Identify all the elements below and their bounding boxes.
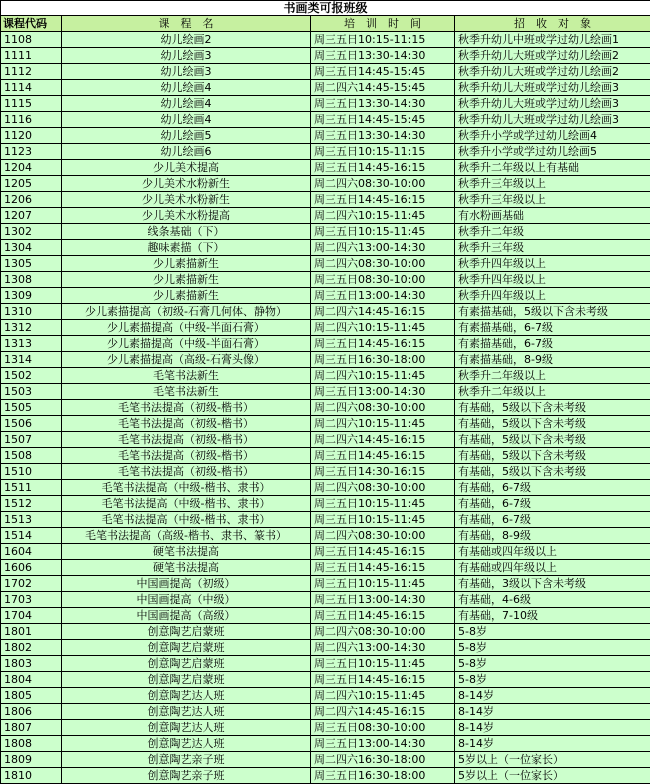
training-time-cell: 周三五日14:45-15:45	[311, 64, 455, 80]
table-row	[1, 624, 650, 640]
course-code-cell: 1507	[1, 432, 62, 448]
table-row	[1, 48, 650, 64]
training-time-cell: 周二四六16:30-18:00	[311, 752, 455, 768]
course-code-cell: 1604	[1, 544, 62, 560]
enrollment-target-cell: 8-14岁	[455, 704, 650, 720]
training-time-cell: 周二四六08:30-10:00	[311, 256, 455, 272]
course-name-cell: 幼儿绘画3	[62, 64, 311, 80]
enrollment-target-cell: 有素描基础，6-7级	[455, 320, 650, 336]
course-code-cell: 1702	[1, 576, 62, 592]
training-time-cell: 周三五日10:15-11:15	[311, 144, 455, 160]
enrollment-target-cell: 秋季升二年级	[455, 224, 650, 240]
course-name-cell: 创意陶艺启蒙班	[62, 656, 311, 672]
table-row	[1, 384, 650, 400]
enrollment-target-cell: 有水粉画基础	[455, 208, 650, 224]
course-code-cell: 1314	[1, 352, 62, 368]
table-row	[1, 400, 650, 416]
course-code-cell: 1512	[1, 496, 62, 512]
enrollment-target-cell: 有基础，5级以下含未考级	[455, 400, 650, 416]
enrollment-target-cell: 秋季升幼儿中班或学过幼儿绘画1	[455, 32, 650, 48]
enrollment-target-cell: 有基础，4-6级	[455, 592, 650, 608]
course-code-cell: 1310	[1, 304, 62, 320]
course-code-cell: 1703	[1, 592, 62, 608]
training-time-cell: 周三五日08:30-10:00	[311, 272, 455, 288]
course-code-cell: 1116	[1, 112, 62, 128]
training-time-cell: 周二四六10:15-11:45	[311, 208, 455, 224]
course-code-cell: 1108	[1, 32, 62, 48]
training-time-cell: 周二四六08:30-10:00	[311, 624, 455, 640]
course-code-cell: 1704	[1, 608, 62, 624]
course-code-cell: 1114	[1, 80, 62, 96]
table-row	[1, 720, 650, 736]
table-row	[1, 240, 650, 256]
course-code-cell: 1120	[1, 128, 62, 144]
enrollment-target-cell: 秋季升二年级以上有基础	[455, 160, 650, 176]
enrollment-target-cell: 有基础，8-9级	[455, 528, 650, 544]
course-code-cell: 1502	[1, 368, 62, 384]
course-name-cell: 毛笔书法提高（初级-楷书）	[62, 464, 311, 480]
course-name-cell: 毛笔书法新生	[62, 384, 311, 400]
course-name-cell: 硬笔书法提高	[62, 544, 311, 560]
course-code-cell: 1302	[1, 224, 62, 240]
table-row	[1, 688, 650, 704]
enrollment-target-cell: 5岁以上（一位家长）	[455, 768, 650, 784]
course-name-cell: 硬笔书法提高	[62, 560, 311, 576]
course-name-cell: 少儿素描新生	[62, 256, 311, 272]
training-time-cell: 周三五日14:30-16:15	[311, 464, 455, 480]
course-code-cell: 1805	[1, 688, 62, 704]
course-name-cell: 毛笔书法提高（初级-楷书）	[62, 400, 311, 416]
table-row	[1, 208, 650, 224]
course-name-cell: 创意陶艺启蒙班	[62, 672, 311, 688]
course-name-cell: 中国画提高（高级）	[62, 608, 311, 624]
table-row	[1, 320, 650, 336]
course-code-cell: 1111	[1, 48, 62, 64]
table-row	[1, 736, 650, 752]
table-row	[1, 704, 650, 720]
course-code-cell: 1112	[1, 64, 62, 80]
course-name-cell: 少儿美术水粉提高	[62, 208, 311, 224]
course-code-cell: 1511	[1, 480, 62, 496]
table-row	[1, 96, 650, 112]
course-code-cell: 1809	[1, 752, 62, 768]
table-row	[1, 272, 650, 288]
enrollment-target-cell: 有素描基础，8-9级	[455, 352, 650, 368]
course-code-cell: 1503	[1, 384, 62, 400]
course-name-cell: 幼儿绘画3	[62, 48, 311, 64]
training-time-cell: 周二四六13:00-14:30	[311, 240, 455, 256]
course-name-cell: 幼儿绘画5	[62, 128, 311, 144]
table-row	[1, 288, 650, 304]
header-enrollment-target: 招 收 对 象	[455, 16, 650, 32]
training-time-cell: 周二四六14:45-16:15	[311, 704, 455, 720]
enrollment-target-cell: 有基础，3级以下含未考级	[455, 576, 650, 592]
training-time-cell: 周二四六10:15-11:45	[311, 368, 455, 384]
training-time-cell: 周二四六08:30-10:00	[311, 480, 455, 496]
course-code-cell: 1806	[1, 704, 62, 720]
table-row	[1, 768, 650, 784]
training-time-cell: 周二四六14:45-16:15	[311, 304, 455, 320]
enrollment-target-cell: 有基础，7-10级	[455, 608, 650, 624]
enrollment-target-cell: 秋季升小学或学过幼儿绘画4	[455, 128, 650, 144]
enrollment-target-cell: 秋季升幼儿大班或学过幼儿绘画3	[455, 80, 650, 96]
training-time-cell: 周三五日08:30-10:00	[311, 720, 455, 736]
header-course-code: 课程代码	[1, 16, 62, 32]
course-name-cell: 幼儿绘画4	[62, 80, 311, 96]
course-code-cell: 1506	[1, 416, 62, 432]
table-row	[1, 80, 650, 96]
training-time-cell: 周二四六10:15-11:45	[311, 688, 455, 704]
course-name-cell: 创意陶艺亲子班	[62, 768, 311, 784]
course-name-cell: 创意陶艺启蒙班	[62, 640, 311, 656]
table-row	[1, 176, 650, 192]
course-code-cell: 1510	[1, 464, 62, 480]
training-time-cell: 周二四六08:30-10:00	[311, 176, 455, 192]
enrollment-target-cell: 5-8岁	[455, 640, 650, 656]
training-time-cell: 周二四六08:30-10:00	[311, 528, 455, 544]
table-row	[1, 560, 650, 576]
course-name-cell: 毛笔书法提高（初级-楷书）	[62, 432, 311, 448]
course-name-cell: 毛笔书法提高（高级-楷书、隶书、篆书）	[62, 528, 311, 544]
course-name-cell: 创意陶艺亲子班	[62, 752, 311, 768]
course-name-cell: 毛笔书法提高（中级-楷书、隶书）	[62, 512, 311, 528]
table-row	[1, 512, 650, 528]
course-name-cell: 少儿素描新生	[62, 288, 311, 304]
course-code-cell: 1807	[1, 720, 62, 736]
table-row	[1, 192, 650, 208]
course-name-cell: 毛笔书法提高（初级-楷书）	[62, 416, 311, 432]
training-time-cell: 周二四六14:45-15:45	[311, 80, 455, 96]
course-name-cell: 创意陶艺达人班	[62, 720, 311, 736]
course-code-cell: 1508	[1, 448, 62, 464]
training-time-cell: 周三五日13:00-14:30	[311, 384, 455, 400]
table-row	[1, 336, 650, 352]
enrollment-target-cell: 8-14岁	[455, 688, 650, 704]
enrollment-target-cell: 秋季升四年级以上	[455, 272, 650, 288]
table-row	[1, 416, 650, 432]
course-name-cell: 幼儿绘画2	[62, 32, 311, 48]
course-code-cell: 1204	[1, 160, 62, 176]
enrollment-target-cell: 秋季升三年级	[455, 240, 650, 256]
enrollment-target-cell: 秋季升四年级以上	[455, 288, 650, 304]
enrollment-target-cell: 有素描基础，5级以下含未考级	[455, 304, 650, 320]
table-row	[1, 464, 650, 480]
training-time-cell: 周三五日14:45-16:15	[311, 608, 455, 624]
course-code-cell: 1304	[1, 240, 62, 256]
enrollment-target-cell: 有基础，6-7级	[455, 496, 650, 512]
course-code-cell: 1803	[1, 656, 62, 672]
course-code-cell: 1305	[1, 256, 62, 272]
course-name-cell: 少儿美术水粉新生	[62, 192, 311, 208]
table-row	[1, 576, 650, 592]
course-name-cell: 创意陶艺达人班	[62, 688, 311, 704]
training-time-cell: 周三五日10:15-11:45	[311, 656, 455, 672]
course-code-cell: 1801	[1, 624, 62, 640]
course-name-cell: 趣味素描（下）	[62, 240, 311, 256]
training-time-cell: 周三五日14:45-16:15	[311, 192, 455, 208]
table-body	[1, 32, 650, 784]
training-time-cell: 周三五日10:15-11:15	[311, 32, 455, 48]
course-name-cell: 毛笔书法新生	[62, 368, 311, 384]
table-row	[1, 592, 650, 608]
course-code-cell: 1207	[1, 208, 62, 224]
training-time-cell: 周三五日10:15-11:45	[311, 496, 455, 512]
table-row	[1, 224, 650, 240]
enrollment-target-cell: 5-8岁	[455, 656, 650, 672]
table-row	[1, 352, 650, 368]
enrollment-target-cell: 秋季升幼儿大班或学过幼儿绘画2	[455, 48, 650, 64]
header-training-time: 培 训 时 间	[311, 16, 455, 32]
enrollment-target-cell: 有基础或四年级以上	[455, 544, 650, 560]
table-row	[1, 448, 650, 464]
enrollment-target-cell: 8-14岁	[455, 736, 650, 752]
course-name-cell: 创意陶艺达人班	[62, 736, 311, 752]
training-time-cell: 周三五日13:00-14:30	[311, 592, 455, 608]
enrollment-target-cell: 有基础，6-7级	[455, 512, 650, 528]
course-code-cell: 1802	[1, 640, 62, 656]
course-name-cell: 幼儿绘画4	[62, 96, 311, 112]
enrollment-target-cell: 秋季升二年级以上	[455, 368, 650, 384]
course-code-cell: 1514	[1, 528, 62, 544]
enrollment-target-cell: 有基础或四年级以上	[455, 560, 650, 576]
table-row	[1, 128, 650, 144]
course-name-cell: 少儿素描提高（初级-石膏几何体、静物）	[62, 304, 311, 320]
table-row	[1, 672, 650, 688]
course-name-cell: 创意陶艺达人班	[62, 704, 311, 720]
course-code-cell: 1309	[1, 288, 62, 304]
enrollment-target-cell: 秋季升幼儿大班或学过幼儿绘画3	[455, 112, 650, 128]
table-row	[1, 752, 650, 768]
enrollment-target-cell: 秋季升二年级以上	[455, 384, 650, 400]
course-name-cell: 幼儿绘画6	[62, 144, 311, 160]
course-code-cell: 1205	[1, 176, 62, 192]
training-time-cell: 周三五日14:45-16:15	[311, 336, 455, 352]
course-code-cell: 1313	[1, 336, 62, 352]
table-row	[1, 432, 650, 448]
table-row	[1, 304, 650, 320]
enrollment-target-cell: 有基础，5级以下含未考级	[455, 448, 650, 464]
course-name-cell: 少儿美术提高	[62, 160, 311, 176]
training-time-cell: 周三五日14:45-16:15	[311, 544, 455, 560]
course-code-cell: 1206	[1, 192, 62, 208]
training-time-cell: 周三五日16:30-18:00	[311, 352, 455, 368]
course-code-cell: 1308	[1, 272, 62, 288]
table-row	[1, 160, 650, 176]
training-time-cell: 周三五日13:00-14:30	[311, 288, 455, 304]
table-row	[1, 640, 650, 656]
table-row	[1, 256, 650, 272]
course-name-cell: 创意陶艺启蒙班	[62, 624, 311, 640]
course-code-cell: 1513	[1, 512, 62, 528]
course-name-cell: 毛笔书法提高（中级-楷书、隶书）	[62, 480, 311, 496]
header-row	[1, 16, 650, 32]
training-time-cell: 周二四六14:45-16:15	[311, 432, 455, 448]
enrollment-target-cell: 秋季升幼儿大班或学过幼儿绘画3	[455, 96, 650, 112]
training-time-cell: 周三五日10:15-11:45	[311, 576, 455, 592]
course-name-cell: 少儿素描提高（中级-半面石膏）	[62, 336, 311, 352]
course-name-cell: 少儿素描提高（高级-石膏头像）	[62, 352, 311, 368]
training-time-cell: 周二四六10:15-11:45	[311, 320, 455, 336]
table-row	[1, 656, 650, 672]
enrollment-target-cell: 有基础，5级以下含未考级	[455, 464, 650, 480]
table-row	[1, 608, 650, 624]
training-time-cell: 周三五日14:45-16:15	[311, 672, 455, 688]
enrollment-target-cell: 秋季升四年级以上	[455, 256, 650, 272]
training-time-cell: 周二四六08:30-10:00	[311, 400, 455, 416]
training-time-cell: 周二四六13:00-14:30	[311, 640, 455, 656]
enrollment-target-cell: 有基础，6-7级	[455, 480, 650, 496]
table-row	[1, 496, 650, 512]
course-code-cell: 1808	[1, 736, 62, 752]
sheet-title: 书画类可报班级	[1, 1, 650, 16]
table-row	[1, 528, 650, 544]
training-time-cell: 周三五日13:30-14:30	[311, 96, 455, 112]
course-name-cell: 中国画提高（中级）	[62, 592, 311, 608]
training-time-cell: 周三五日14:45-16:15	[311, 448, 455, 464]
course-name-cell: 少儿美术水粉新生	[62, 176, 311, 192]
course-code-cell: 1123	[1, 144, 62, 160]
course-code-cell: 1606	[1, 560, 62, 576]
enrollment-target-cell: 8-14岁	[455, 720, 650, 736]
course-name-cell: 毛笔书法提高（初级-楷书）	[62, 448, 311, 464]
course-code-cell: 1312	[1, 320, 62, 336]
table-row	[1, 480, 650, 496]
table-row	[1, 144, 650, 160]
table-row	[1, 544, 650, 560]
training-time-cell: 周三五日14:45-15:45	[311, 112, 455, 128]
training-time-cell: 周三五日14:45-16:15	[311, 560, 455, 576]
table-row	[1, 368, 650, 384]
training-time-cell: 周三五日10:15-11:45	[311, 224, 455, 240]
course-code-cell: 1804	[1, 672, 62, 688]
enrollment-target-cell: 有基础，5级以下含未考级	[455, 416, 650, 432]
enrollment-target-cell: 秋季升三年级以上	[455, 176, 650, 192]
course-code-cell: 1115	[1, 96, 62, 112]
enrollment-target-cell: 有素描基础，6-7级	[455, 336, 650, 352]
training-time-cell: 周三五日16:30-18:00	[311, 768, 455, 784]
table-row	[1, 32, 650, 48]
training-time-cell: 周三五日13:00-14:30	[311, 736, 455, 752]
enrollment-target-cell: 5-8岁	[455, 624, 650, 640]
training-time-cell: 周三五日14:45-16:15	[311, 160, 455, 176]
enrollment-target-cell: 秋季升幼儿大班或学过幼儿绘画2	[455, 64, 650, 80]
enrollment-target-cell: 秋季升小学或学过幼儿绘画5	[455, 144, 650, 160]
course-name-cell: 幼儿绘画4	[62, 112, 311, 128]
enrollment-target-cell: 5岁以上（一位家长）	[455, 752, 650, 768]
course-name-cell: 线条基础（下）	[62, 224, 311, 240]
table-row	[1, 64, 650, 80]
training-time-cell: 周三五日13:30-14:30	[311, 48, 455, 64]
course-name-cell: 少儿素描新生	[62, 272, 311, 288]
course-code-cell: 1505	[1, 400, 62, 416]
enrollment-target-cell: 5-8岁	[455, 672, 650, 688]
training-time-cell: 周二四六10:15-11:45	[311, 416, 455, 432]
enrollment-target-cell: 有基础，5级以下含未考级	[455, 432, 650, 448]
training-time-cell: 周三五日10:15-11:45	[311, 512, 455, 528]
course-name-cell: 中国画提高（初级）	[62, 576, 311, 592]
table-row	[1, 112, 650, 128]
header-course-name: 课 程 名	[62, 16, 311, 32]
enrollment-target-cell: 秋季升三年级以上	[455, 192, 650, 208]
course-name-cell: 毛笔书法提高（中级-楷书、隶书）	[62, 496, 311, 512]
training-time-cell: 周三五日13:30-14:30	[311, 128, 455, 144]
course-code-cell: 1810	[1, 768, 62, 784]
course-name-cell: 少儿素描提高（中级-半面石膏）	[62, 320, 311, 336]
